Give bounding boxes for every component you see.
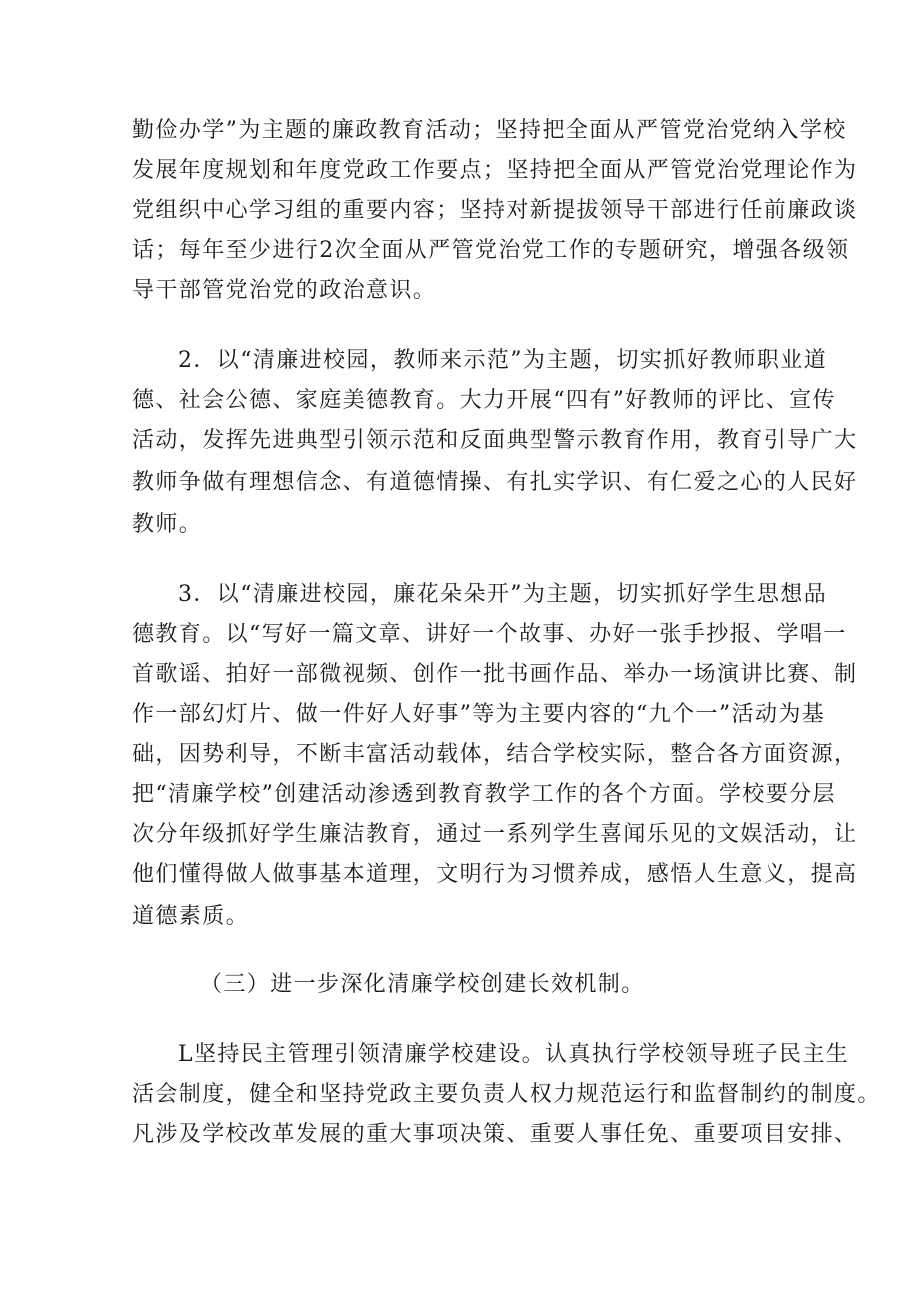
text-line: 道德素质。 — [132, 904, 250, 929]
text-line: 德、社会公德、家庭美德教育。大力开展“四有”好教师的评比、宣传 — [132, 388, 836, 413]
text-line: 发展年度规划和年度党政工作要点；坚持把全面从严管党治党理论作为 — [132, 158, 858, 183]
text-line: 话；每年至少进行2次全面从严管党治党工作的专题研究，增强各级领 — [132, 238, 850, 263]
text-line: 德教育。以“写好一篇文章、讲好一个故事、办好一张手抄报、学唱一 — [132, 622, 847, 647]
text-line: 他们懂得做人做事基本道理，文明行为习惯养成，感悟人生意义，提高 — [132, 862, 858, 887]
text-line: 次分年级抓好学生廉洁教育，通过一系列学生喜闻乐见的文娱活动，让 — [132, 822, 858, 847]
text-line: 活动，发挥先进典型引领示范和反面典型警示教育作用，教育引导广大 — [132, 428, 858, 453]
section-heading: （三）进一步深化清廉学校创建长效机制。 — [200, 972, 645, 997]
text-line: 导干部管党治党的政治意识。 — [132, 278, 437, 303]
text-line: 把“清廉学校”创建活动渗透到教育教学工作的各个方面。学校要分层 — [132, 782, 836, 807]
text-line: 础，因势利导，不断丰富活动载体，结合学校实际，整合各方面资源， — [132, 742, 858, 767]
paragraph-first-line: 2．以“清廉进校园，教师来示范”为主题，切实抓好教师职业道 — [178, 348, 828, 373]
text-line: 勤俭办学”为主题的廉政教育活动；坚持把全面从严管党治党纳入学校 — [132, 118, 847, 143]
text-line: 教师争做有理想信念、有道德情操、有扎实学识、有仁爱之心的人民好 — [132, 470, 858, 495]
text-line: 教师。 — [132, 512, 203, 537]
text-line: 作一部幻灯片、做一件好人好事”等为主要内容的“九个一”活动为基 — [132, 702, 826, 727]
paragraph-first-line: 3．以“清廉进校园，廉花朵朵开”为主题，切实抓好学生思想品 — [178, 582, 828, 607]
text-line: 党组织中心学习组的重要内容；坚持对新提拔领导干部进行任前廉政谈 — [132, 198, 858, 223]
paragraph-first-line: L坚持民主管理引领清廉学校建设。认真执行学校领导班子民主生 — [178, 1042, 850, 1067]
text-line: 首歌谣、拍好一部微视频、创作一批书画作品、举办一场演讲比赛、制 — [132, 662, 858, 687]
text-line: 凡涉及学校改革发展的重大事项决策、重要人事任免、重要项目安排、 — [132, 1122, 858, 1147]
text-line: 活会制度，健全和坚持党政主要负责人权力规范运行和监督制约的制度。 — [132, 1082, 881, 1107]
